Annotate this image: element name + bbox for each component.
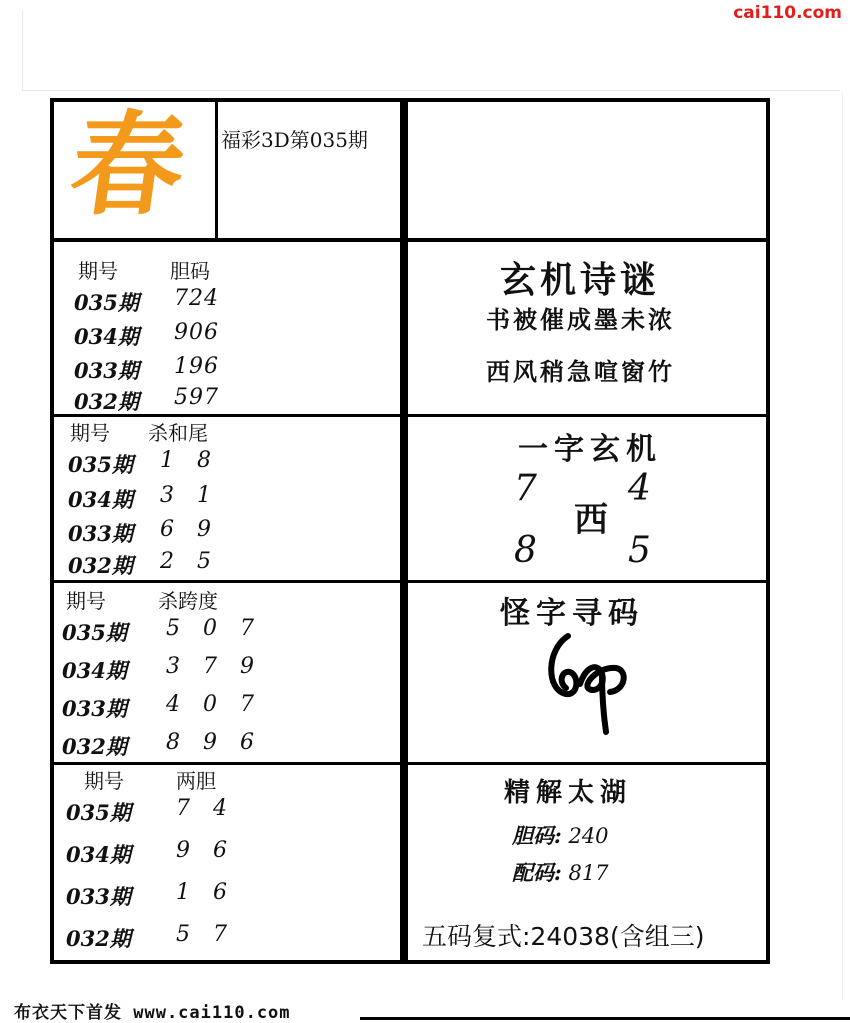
issue-id: 033期 xyxy=(62,696,127,721)
issue-id: 032期 xyxy=(68,553,133,578)
edge-line-right xyxy=(842,92,843,1000)
two-dan-value: 1 6 xyxy=(176,880,235,905)
section-header-dan: 胆码 xyxy=(170,259,210,283)
issue-id: 034期 xyxy=(66,842,131,867)
divider-right-2 xyxy=(406,580,770,583)
two-dan-value: 9 6 xyxy=(176,838,235,863)
divider-left-2 xyxy=(50,580,402,583)
divider-right-1 xyxy=(406,414,770,417)
section-header-issue: 期号 xyxy=(70,421,110,445)
poem-line-2: 西风稍急喧窗竹 xyxy=(486,357,675,386)
span-value: 3 7 9 xyxy=(166,654,262,679)
section-header-sum: 杀和尾 xyxy=(148,421,208,445)
span-value: 5 0 7 xyxy=(166,616,262,641)
issue-id: 035期 xyxy=(68,452,133,477)
footer-text: 布衣天下首发 www.cai110.com xyxy=(14,1003,291,1023)
poem-title: 玄机诗谜 xyxy=(500,259,661,301)
sum-tail-value: 6 9 xyxy=(160,517,219,542)
five-code-combo: 五码复式:24038(含组三) xyxy=(422,922,705,951)
digit-top-right: 4 xyxy=(628,468,651,509)
edge-line xyxy=(22,10,23,90)
issue-id: 032期 xyxy=(66,926,131,951)
site-url[interactable]: cai110.com xyxy=(733,3,842,23)
odd-char-glyph xyxy=(540,628,640,738)
dan-code: 240 xyxy=(568,824,609,848)
pei-code: 817 xyxy=(568,861,609,885)
two-dan-value: 7 4 xyxy=(176,796,235,821)
sum-tail-value: 3 1 xyxy=(160,483,219,508)
pei-label: 配码: xyxy=(512,860,562,885)
section-header-issue: 期号 xyxy=(84,769,124,793)
taihu-title: 精解太湖 xyxy=(504,778,633,808)
digit-top-left: 7 xyxy=(514,468,537,509)
divider-right-3 xyxy=(406,762,770,765)
top-rule xyxy=(22,90,840,91)
divider-vertical-header xyxy=(215,98,218,240)
dan-value: 724 xyxy=(174,286,219,311)
issue-id: 035期 xyxy=(74,290,139,315)
issue-id: 034期 xyxy=(62,658,127,683)
issue-id: 034期 xyxy=(68,487,133,512)
issue-id: 034期 xyxy=(74,324,139,349)
divider-vertical-main xyxy=(400,98,408,964)
dan-value: 597 xyxy=(174,385,219,410)
span-value: 4 0 7 xyxy=(166,692,262,717)
section-header-issue: 期号 xyxy=(66,589,106,613)
dan-value: 196 xyxy=(174,354,219,379)
issue-id: 035期 xyxy=(66,800,131,825)
one-char-title: 一字玄机 xyxy=(518,432,662,467)
issue-id: 033期 xyxy=(74,358,139,383)
span-value: 8 9 6 xyxy=(166,730,262,755)
dan-label: 胆码: xyxy=(512,823,562,848)
dan-value: 906 xyxy=(174,320,219,345)
issue-id: 033期 xyxy=(66,884,131,909)
footer-rule xyxy=(360,1017,850,1020)
sum-tail-value: 2 5 xyxy=(160,549,219,574)
odd-char-title: 怪字寻码 xyxy=(500,596,644,631)
center-char: 西 xyxy=(574,500,608,540)
issue-title: 福彩3D第035期 xyxy=(221,128,368,152)
digit-bottom-left: 8 xyxy=(514,530,537,571)
poem-line-1: 书被催成墨未浓 xyxy=(486,305,675,334)
digit-bottom-right: 5 xyxy=(628,530,651,571)
section-header-two-dan: 两胆 xyxy=(176,769,216,793)
section-header-span: 杀跨度 xyxy=(158,589,218,613)
issue-id: 033期 xyxy=(68,521,133,546)
section-header-issue: 期号 xyxy=(78,259,118,283)
sum-tail-value: 1 8 xyxy=(160,448,219,473)
logo-char: 春 xyxy=(62,100,194,231)
issue-id: 035期 xyxy=(62,620,127,645)
issue-id: 032期 xyxy=(62,734,127,759)
two-dan-value: 5 7 xyxy=(176,922,235,947)
divider-header xyxy=(50,238,770,242)
issue-id: 032期 xyxy=(74,389,139,414)
